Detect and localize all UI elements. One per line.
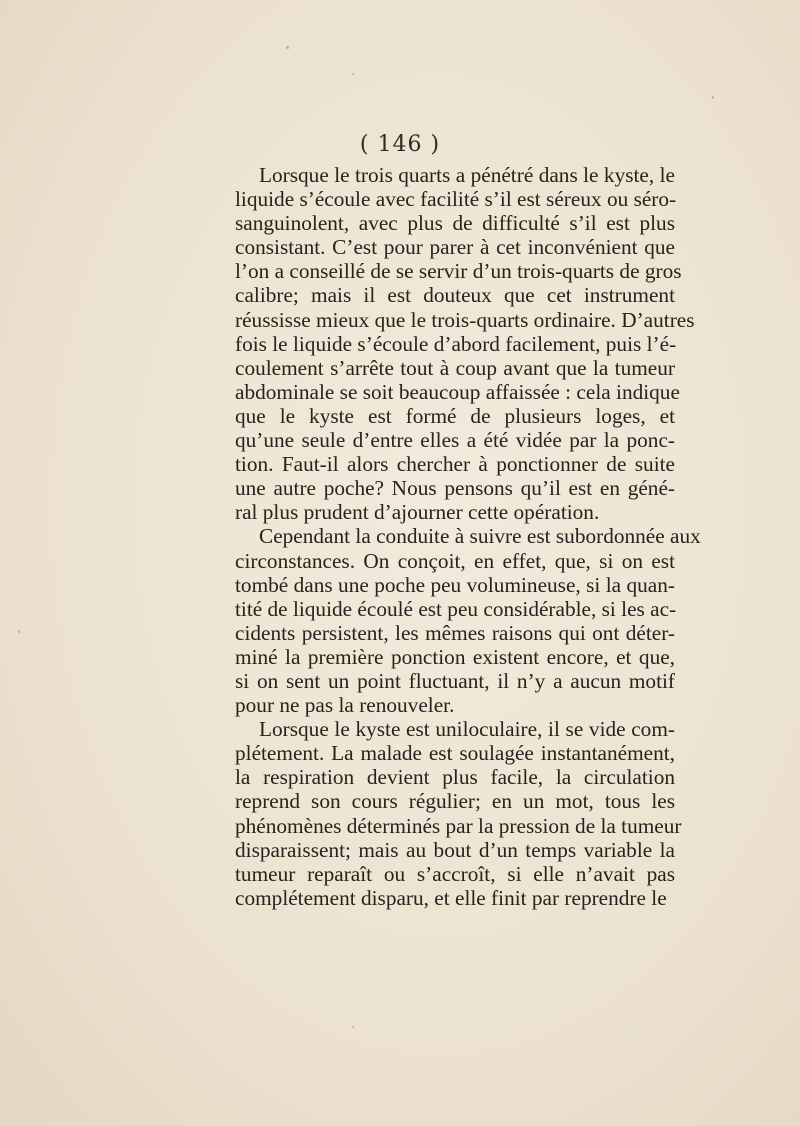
paper-speck: [286, 46, 289, 49]
text-line: ral plus prudent d’ajourner cette opération.: [235, 500, 600, 525]
text-line: cidents persistent, les mêmes raisons qui ont déter-: [235, 620, 675, 645]
text-line: Cependant la conduite à suivre est subordonnée aux: [259, 524, 701, 549]
text-line: l’on a conseillé de se servir d’un trois-quarts de gros: [235, 259, 682, 284]
text-line: calibre; mais il est douteux que cet instrument: [235, 283, 675, 308]
text-line: que le kyste est formé de plusieurs loges, et: [235, 403, 675, 428]
body-text: [235, 163, 701, 910]
text-line: la respiration devient plus facile, la circulation: [235, 765, 675, 790]
text-line: disparaissent; mais au bout d’un temps variable la: [235, 837, 675, 862]
text-line: tombé dans une poche peu volumineuse, si la quan-: [235, 572, 675, 597]
page-number: ( 146 ): [359, 132, 441, 157]
text-line: Lorsque le trois quarts a pénétré dans le kyste, le: [259, 163, 675, 187]
text-line: consistant. C’est pour parer à cet inconvénient que: [235, 235, 675, 260]
text-line: qu’une seule d’entre elles a été vidée par la ponc-: [235, 428, 675, 453]
text-line: plétement. La malade est soulagée instantanément,: [235, 741, 675, 766]
text-line: complétement disparu, et elle finit par reprendre le: [235, 885, 667, 910]
text-line: abdominale se soit beaucoup affaissée : cela indique: [235, 379, 680, 404]
text-line: phénomènes déterminés par la pression de la tumeur: [235, 813, 682, 838]
text-line: tité de liquide écoulé est peu considérable, si les ac-: [235, 596, 677, 621]
paper-speck: [712, 96, 714, 99]
text-line: fois le liquide s’écoule d’abord facilement, puis l’é-: [235, 331, 677, 356]
text-line: Lorsque le kyste est uniloculaire, il se vide com-: [259, 717, 675, 742]
text-line: miné la première ponction existent encore, et que,: [235, 644, 675, 669]
text-line: sanguinolent, avec plus de difficulté s’il est plus: [235, 211, 675, 236]
text-line: liquide s’écoule avec facilité s’il est séreux ou séro-: [235, 187, 677, 212]
text-line: tumeur reparaît ou s’accroît, si elle n’avait pas: [235, 861, 675, 886]
text-line: coulement s’arrête tout à coup avant que la tumeur: [235, 355, 675, 380]
text-line: réussisse mieux que le trois-quarts ordinaire. D’autres: [235, 307, 695, 332]
text-line: pour ne pas la renouveler.: [235, 693, 455, 718]
paper-speck: [352, 73, 354, 75]
paper-speck: [18, 630, 20, 633]
text-line: si on sent un point fluctuant, il n’y a aucun motif: [235, 668, 675, 693]
text-line: tion. Faut-il alors chercher à ponctionner de suite: [235, 452, 675, 477]
text-line: une autre poche? Nous pensons qu’il est en géné-: [235, 476, 675, 501]
paper-speck: [352, 1026, 354, 1028]
text-line: circonstances. On conçoit, en effet, que, si on est: [235, 548, 675, 573]
text-line: reprend son cours régulier; en un mot, tous les: [235, 789, 675, 814]
